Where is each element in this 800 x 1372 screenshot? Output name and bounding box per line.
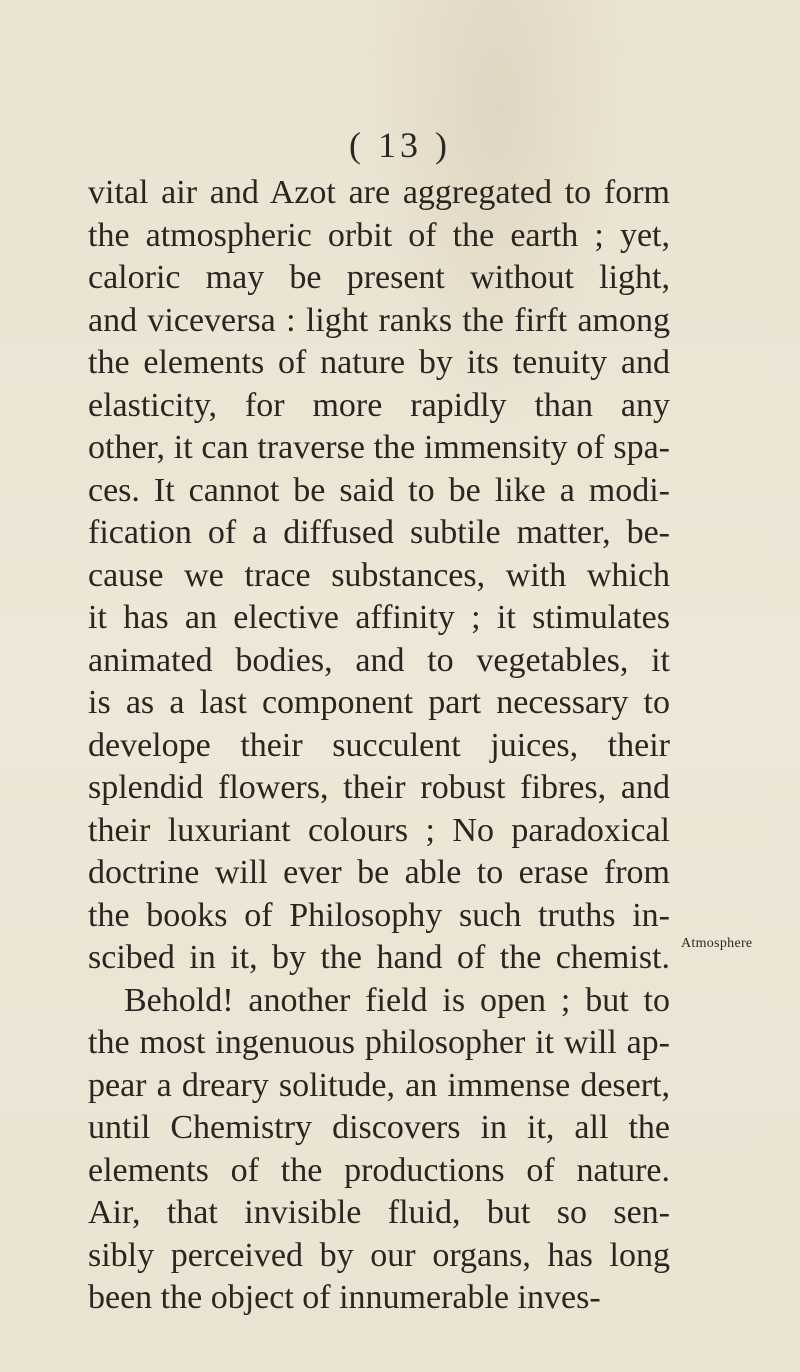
text-line-paragraph-start: Behold! another field is open ; but to xyxy=(124,981,670,1019)
text-line: until Chemistry discovers in it, all the xyxy=(88,1109,670,1146)
text-line: pear a dreary solitude, an immense desert, xyxy=(88,1066,670,1104)
text-line: scibed in it, by the hand of the chemist. xyxy=(88,939,670,976)
text-line: animated bodies, and to vegetables, it xyxy=(88,641,670,679)
text-line: splendid flowers, their robust fibres, and xyxy=(88,769,670,806)
text-line: it has an elective affinity ; it stimulates xyxy=(88,599,670,636)
text-line: vital air and Azot are aggregated to form xyxy=(88,174,670,211)
text-line: the atmospheric orbit of the earth ; yet, xyxy=(88,216,670,254)
text-line: develope their succulent juices, their xyxy=(88,726,670,764)
text-line: fication of a diffused subtile matter, be- xyxy=(88,514,670,551)
text-line: other, it can traverse the immensity of spa- xyxy=(88,429,670,466)
text-line: elasticity, for more rapidly than any xyxy=(88,386,670,424)
text-line: ces. It cannot be said to be like a modi- xyxy=(88,471,670,509)
text-line: the most ingenuous philosopher it will ap- xyxy=(88,1024,670,1061)
text-line: been the object of innumerable inves- xyxy=(88,1279,601,1316)
text-line: and viceversa : light ranks the firft among xyxy=(88,301,670,339)
text-line: doctrine will ever be able to erase from xyxy=(88,854,670,891)
text-line: their luxuriant colours ; No paradoxical xyxy=(88,811,670,849)
text-line: elements of the productions of nature. xyxy=(88,1151,670,1189)
text-line: sibly perceived by our organs, has long xyxy=(88,1236,670,1274)
text-line: is as a last component part necessary to xyxy=(88,684,670,721)
text-line: caloric may be present without light, xyxy=(88,259,670,296)
text-line: the books of Philosophy such truths in- xyxy=(88,896,670,934)
margin-note: Atmosphere xyxy=(681,936,753,951)
text-line: the elements of nature by its tenuity and xyxy=(88,344,670,381)
text-line: cause we trace substances, with which xyxy=(88,556,670,594)
body-text xyxy=(88,172,670,1320)
text-line: Air, that invisible fluid, but so sen- xyxy=(88,1194,670,1231)
page-number: ( 13 ) xyxy=(349,125,451,165)
